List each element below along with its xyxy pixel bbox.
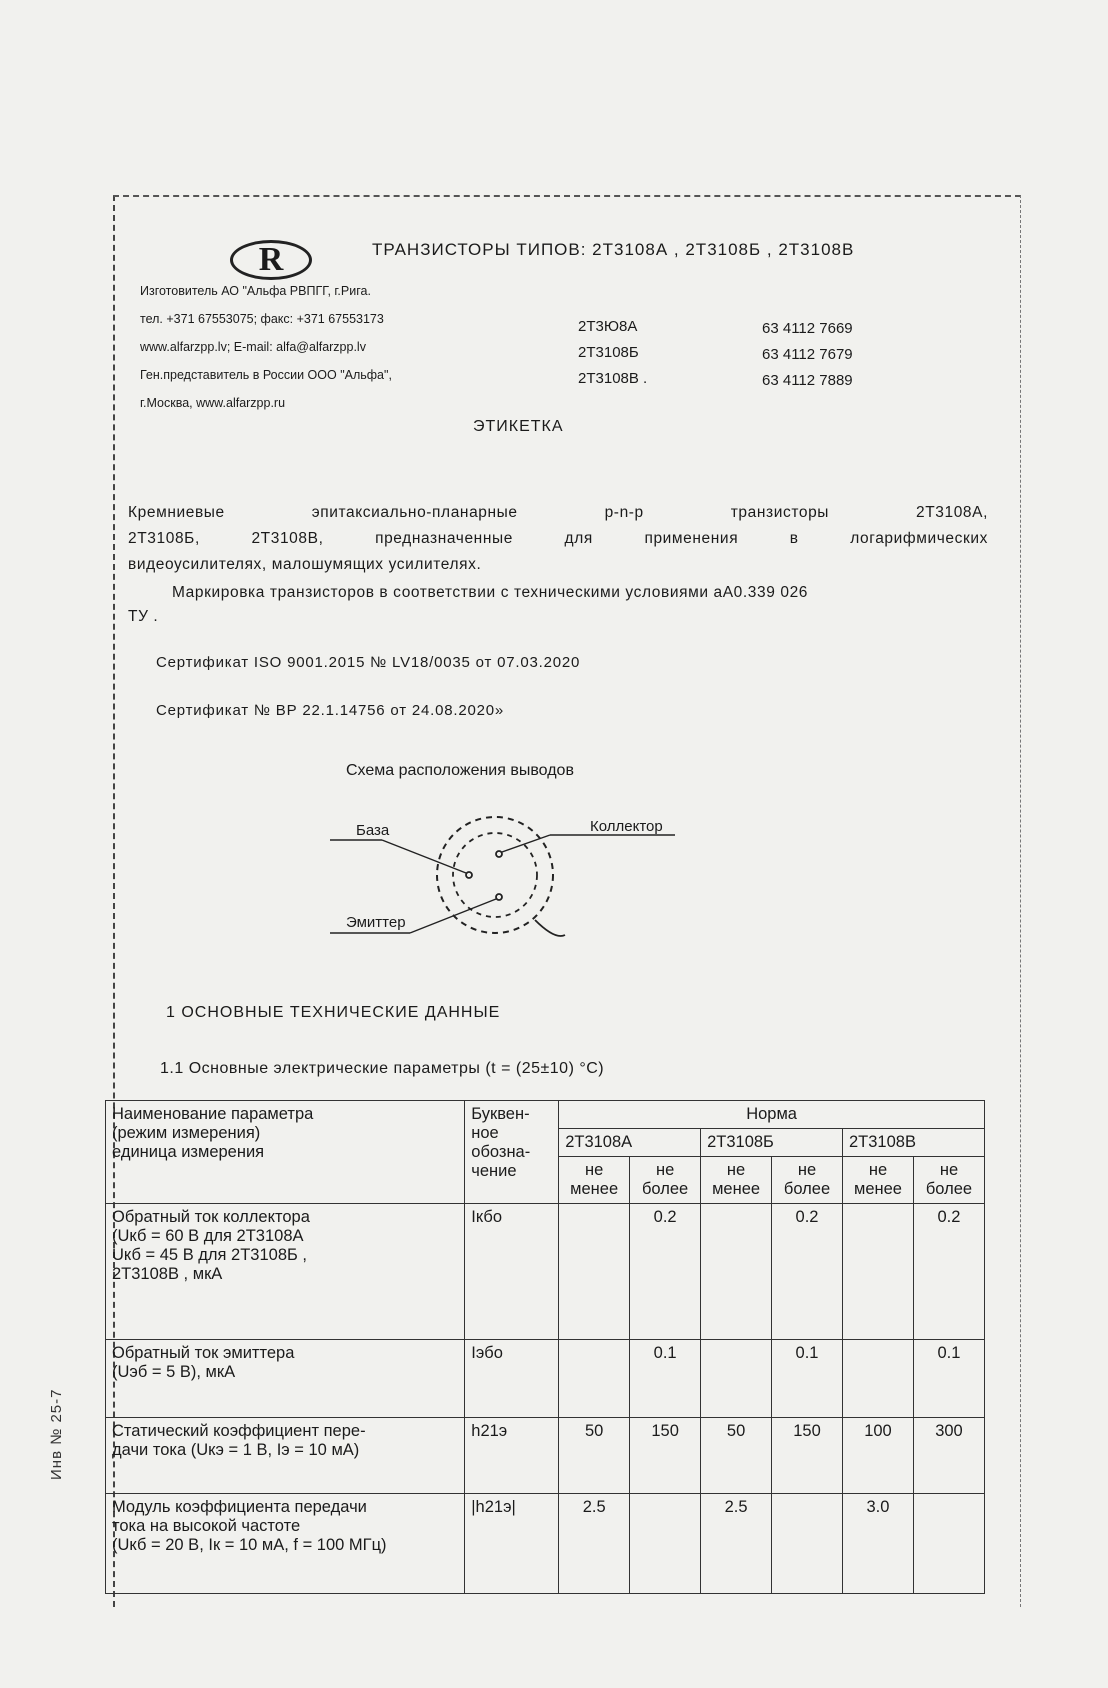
transistor-type: 2Т3108В . <box>578 370 648 387</box>
inventory-stamp: Инв № 25-7 <box>48 1388 65 1480</box>
value-cell: 0.2 <box>630 1204 701 1340</box>
header-max: не более <box>772 1157 843 1204</box>
description-line: Кремниевые эпитаксиально-планарные p-n-p транзисторы 2Т3108А, <box>128 504 988 521</box>
manufacturer-line: Изготовитель АО "Альфа РВПГГ, г.Рига. <box>140 284 371 298</box>
param-cell: Обратный ток эмиттера (Uэб = 5 В), мкА <box>106 1340 465 1418</box>
param-cell: Статический коэффициент пере- дачи тока (Uкэ = 1 В, Iэ = 10 мА) <box>106 1418 465 1494</box>
value-cell: 2.5 <box>559 1494 630 1594</box>
table-row <box>106 1340 985 1418</box>
marking-line: ТУ . <box>128 608 159 625</box>
value-cell <box>843 1204 914 1340</box>
parameters-table <box>105 1100 985 1594</box>
document-title: ТРАНЗИСТОРЫ ТИПОВ: 2Т3108А , 2Т3108Б , 2Т3108В <box>372 240 855 259</box>
value-cell <box>772 1494 843 1594</box>
label-title: ЭТИКЕТКА <box>473 418 564 435</box>
table-row <box>106 1494 985 1594</box>
header-type: 2Т3108Б <box>701 1129 843 1157</box>
value-cell <box>843 1340 914 1418</box>
manufacturer-line: г.Москва, www.alfarzpp.ru <box>140 396 286 410</box>
value-cell <box>913 1494 984 1594</box>
table-row <box>106 1418 985 1494</box>
value-cell <box>701 1204 772 1340</box>
certificate: Сертификат ISO 9001.2015 № LV18/0035 от 07.03.2020 <box>156 654 581 671</box>
okp-code: 63 4112 7679 <box>762 346 853 363</box>
value-cell: 150 <box>772 1418 843 1494</box>
symbol-cell: h21э <box>465 1418 559 1494</box>
value-cell: 50 <box>701 1418 772 1494</box>
header-min: не менее <box>701 1157 772 1204</box>
param-cell: Модуль коэффициента передачи тока на высокой частоте (Uкб = 20 В, Iк = 10 мА, f = 100 МГц) <box>106 1494 465 1594</box>
transistor-type: 2Т3108Б <box>578 344 639 361</box>
description-line: 2Т3108Б, 2Т3108В, предназначенные для применения в логарифмических <box>128 530 988 547</box>
section-title: 1 ОСНОВНЫЕ ТЕХНИЧЕСКИЕ ДАННЫЕ <box>166 1004 501 1021</box>
value-cell: 3.0 <box>843 1494 914 1594</box>
header-symbol: Буквен- ное обозна- чение <box>465 1101 559 1204</box>
header-norm: Норма <box>559 1101 985 1129</box>
transistor-type: 2Т3Ю8А <box>578 318 638 335</box>
manufacturer-line: тел. +371 67553075; факс: +371 67553173 <box>140 312 384 326</box>
value-cell: 100 <box>843 1418 914 1494</box>
value-cell: 0.1 <box>772 1340 843 1418</box>
value-cell <box>559 1204 630 1340</box>
value-cell <box>559 1340 630 1418</box>
pin-label-collector: Коллектор <box>590 818 663 835</box>
pin-label-base: База <box>356 822 390 839</box>
value-cell: 150 <box>630 1418 701 1494</box>
certificate: Сертификат № ВР 22.1.14756 от 24.08.2020» <box>156 702 505 719</box>
value-cell: 50 <box>559 1418 630 1494</box>
value-cell: 0.1 <box>630 1340 701 1418</box>
section-subtitle: 1.1 Основные электрические параметры (t = (25±10) °С) <box>160 1060 605 1077</box>
manufacturer-logo: R <box>230 240 312 280</box>
symbol-cell: Iкбо <box>465 1204 559 1340</box>
value-cell: 0.2 <box>913 1204 984 1340</box>
pinout-title: Схема расположения выводов <box>346 762 574 779</box>
table-row <box>106 1204 985 1340</box>
header-type: 2Т3108А <box>559 1129 701 1157</box>
header-max: не более <box>630 1157 701 1204</box>
symbol-cell: |h21э| <box>465 1494 559 1594</box>
param-cell: Обратный ток коллектора (Uкб = 60 В для 2Т3108А Uкб = 45 В для 2Т3108Б , 2Т3108В , мкА <box>106 1204 465 1340</box>
value-cell: 2.5 <box>701 1494 772 1594</box>
header-type: 2Т3108В <box>843 1129 985 1157</box>
header-min: не менее <box>559 1157 630 1204</box>
okp-code: 63 4112 7669 <box>762 320 853 337</box>
value-cell: 300 <box>913 1418 984 1494</box>
header-min: не менее <box>843 1157 914 1204</box>
pin-label-emitter: Эмиттер <box>346 914 406 931</box>
okp-code: 63 4112 7889 <box>762 372 853 389</box>
value-cell: 0.2 <box>772 1204 843 1340</box>
header-max: не более <box>913 1157 984 1204</box>
manufacturer-line: Ген.представитель в России ООО "Альфа", <box>140 368 392 382</box>
marking-line: Маркировка транзисторов в соответствии с техническими условиями аА0.339 026 <box>172 584 809 601</box>
value-cell: 0.1 <box>913 1340 984 1418</box>
header-parameter: Наименование параметра (режим измерения) единица измерения <box>106 1101 465 1204</box>
value-cell <box>630 1494 701 1594</box>
description-line: видеоусилителях, малошумящих усилителях. <box>128 556 482 573</box>
symbol-cell: Iэбо <box>465 1340 559 1418</box>
value-cell <box>701 1340 772 1418</box>
manufacturer-line: www.alfarzpp.lv; E-mail: alfa@alfarzpp.lv <box>140 340 366 354</box>
